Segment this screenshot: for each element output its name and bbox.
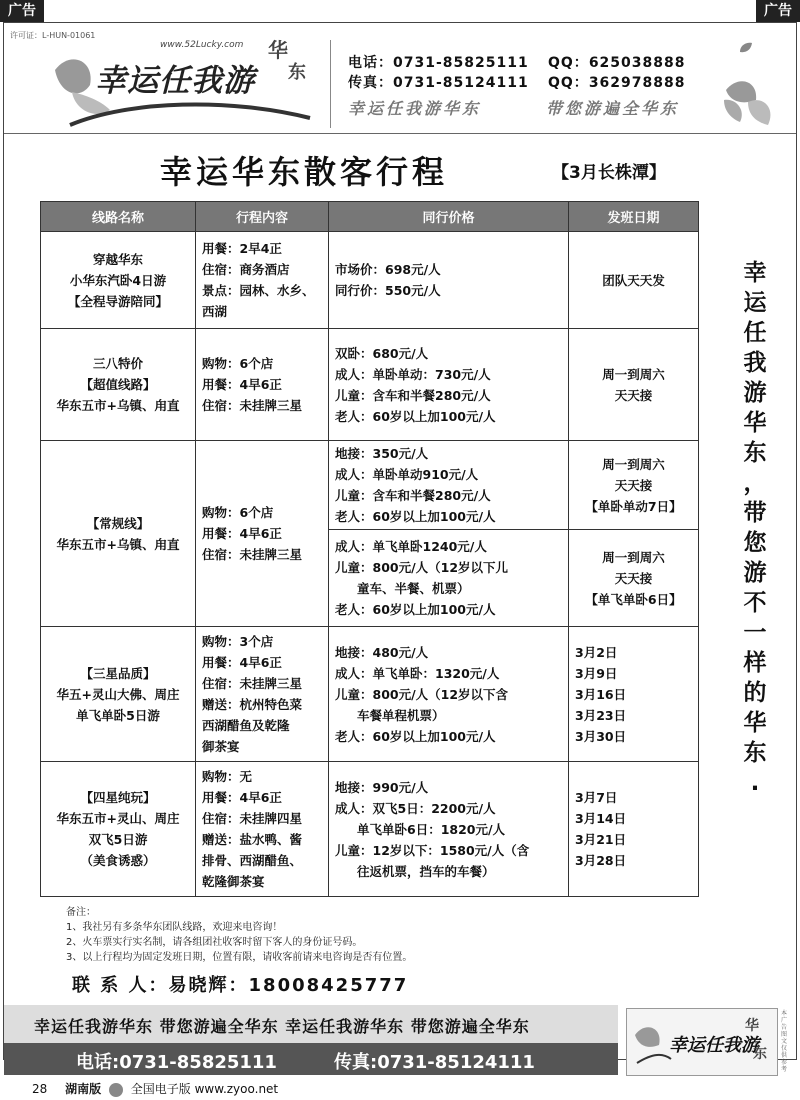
col-route-name: 线路名称 — [41, 202, 196, 232]
route-name-cell: 穿越华东 小华东汽卧4日游 【全程导游陪同】 — [41, 232, 196, 329]
page-footer — [32, 1080, 278, 1097]
header-divider — [330, 40, 331, 128]
ad-label-left: 广告 — [0, 0, 44, 22]
table-row — [41, 441, 699, 530]
contact-person: 联 系 人：易晓辉：18008425777 — [72, 975, 409, 996]
itinerary-cell: 购物：无 用餐：4早6正 住宿：未挂牌四星 赠送：盐水鸭、酱 排骨、西湖醋鱼、 乾隆御茶宴 — [196, 762, 329, 897]
header-fax: 传真：0731-85124111 — [348, 75, 529, 91]
price-cell: 地接：990元/人 成人：双飞5日：2200元/人 单飞单卧6日：1820元/人 儿童：12岁以下：1580元/人（含 往返机票，挡车的车餐） — [329, 762, 569, 897]
header-qq2: QQ：362978888 — [548, 75, 686, 91]
bottom-fax: 传真:0731-85124111 — [334, 1052, 535, 1073]
notes: 备注： 1、我社另有多条华东团队线路，欢迎来电咨询！ 2、火车票实行实名制，请各组团社收客时留下客人的身份证号码。 3、以上行程均为固定发班日期，位置有限，请收客前请来电咨询是否有位置。 — [66, 907, 413, 963]
bottom-phone: 电话:0731-85825111 — [76, 1052, 277, 1073]
table-row — [41, 329, 699, 441]
departure-cell: 周一到周六 天天接 【单飞单卧6日】 — [569, 530, 699, 627]
itinerary-cell: 用餐：2早4正 住宿：商务酒店 景点：园林、水乡、 西湖 — [196, 232, 329, 329]
edition-label: 湖南版 — [65, 1082, 102, 1096]
route-name-cell: 【四星纯玩】 华东五市+灵山、周庄 双飞5日游 （美食诱惑） — [41, 762, 196, 897]
route-name-cell: 【三星品质】 华五+灵山大佛、周庄 单飞单卧5日游 — [41, 627, 196, 762]
route-name-cell: 【常规线】 华东五市+乌镇、甪直 — [41, 441, 196, 627]
itinerary-cell: 购物：6个店 用餐：4早6正 住宿：未挂牌三星 — [196, 329, 329, 441]
departure-cell: 团队天天发 — [569, 232, 699, 329]
route-name-cell: 三八特价 【超值线路】 华东五市+乌镇、甪直 — [41, 329, 196, 441]
table-row — [41, 232, 699, 329]
small-leaf-icon — [738, 40, 754, 56]
table-row — [41, 627, 699, 762]
page-title: 幸运华东散客行程 — [160, 153, 449, 191]
logo-hua: 华 — [268, 38, 288, 62]
leaf-logo-small-icon — [633, 1019, 673, 1065]
site-label: 全国电子版 www.zyoo.net — [130, 1082, 279, 1096]
table-header-row — [41, 202, 699, 232]
logo-url: www.52Lucky.com — [160, 40, 244, 50]
ad-label-right: 广告 — [756, 0, 800, 22]
col-price: 同行价格 — [329, 202, 569, 232]
header-separator — [4, 133, 796, 134]
header-slogan-a: 幸运任我游华东 — [348, 99, 482, 118]
header-phone: 电话：0731-85825111 — [348, 55, 529, 71]
price-cell: 地接：350元/人 成人：单卧单动910元/人 儿童：含车和半餐280元/人 老人：60岁以上加100元/人 — [329, 441, 569, 530]
departure-cell: 3月7日 3月14日 3月21日 3月28日 — [569, 762, 699, 897]
header-slogan-b: 带您游遍全华东 — [546, 99, 680, 118]
logo-text: 幸运任我游 — [95, 63, 255, 99]
page-subtitle: 【3月长株潭】 — [552, 163, 666, 183]
page-number: 28 — [32, 1082, 48, 1096]
departure-cell: 3月2日 3月9日 3月16日 3月23日 3月30日 — [569, 627, 699, 762]
price-cell: 成人：单飞单卧1240元/人 儿童：800元/人（12岁以下儿 童车、半餐、机票） 老人：60岁以上加100元/人 — [329, 530, 569, 627]
bottom-contact-strip — [4, 1043, 618, 1075]
itinerary-cell: 购物：6个店 用餐：4早6正 住宿：未挂牌三星 — [196, 441, 329, 627]
license-number: 许可证：L-HUN-01061 — [10, 31, 96, 40]
globe-icon — [109, 1083, 123, 1097]
price-cell: 市场价：698元/人 同行价：550元/人 — [329, 232, 569, 329]
col-itinerary: 行程内容 — [196, 202, 329, 232]
price-cell: 地接：480元/人 成人：单飞单卧：1320元/人 儿童：800元/人（12岁以下含 车餐单程机票） 老人：60岁以上加100元/人 — [329, 627, 569, 762]
header-qq1: QQ：625038888 — [548, 55, 686, 71]
right-leaf-icon — [718, 70, 778, 130]
bottom-logo: 幸运任我游 华 东 — [626, 1008, 778, 1076]
col-departure: 发班日期 — [569, 202, 699, 232]
table-row — [41, 762, 699, 897]
price-cell: 双卧：680元/人 成人：单卧单动：730元/人 儿童：含车和半餐280元/人 老人：60岁以上加100元/人 — [329, 329, 569, 441]
route-table — [40, 201, 699, 897]
side-fine-print: 本广告图文仅供参考 — [781, 1010, 788, 1073]
itinerary-cell: 购物：3个店 用餐：4早6正 住宿：未挂牌三星 赠送：杭州特色菜 西湖醋鱼及乾隆 御茶宴 — [196, 627, 329, 762]
vertical-slogan: 幸 运 任 我 游 华 东 ， 带 您 游 不 一 样 的 华 东 . — [743, 260, 767, 796]
departure-cell: 周一到周六 天天接 — [569, 329, 699, 441]
departure-cell: 周一到周六 天天接 【单卧单动7日】 — [569, 441, 699, 530]
logo-dong: 东 — [288, 62, 306, 83]
bottom-slogan-strip: 幸运任我游华东 带您游遍全华东 幸运任我游华东 带您游遍全华东 — [4, 1005, 618, 1043]
